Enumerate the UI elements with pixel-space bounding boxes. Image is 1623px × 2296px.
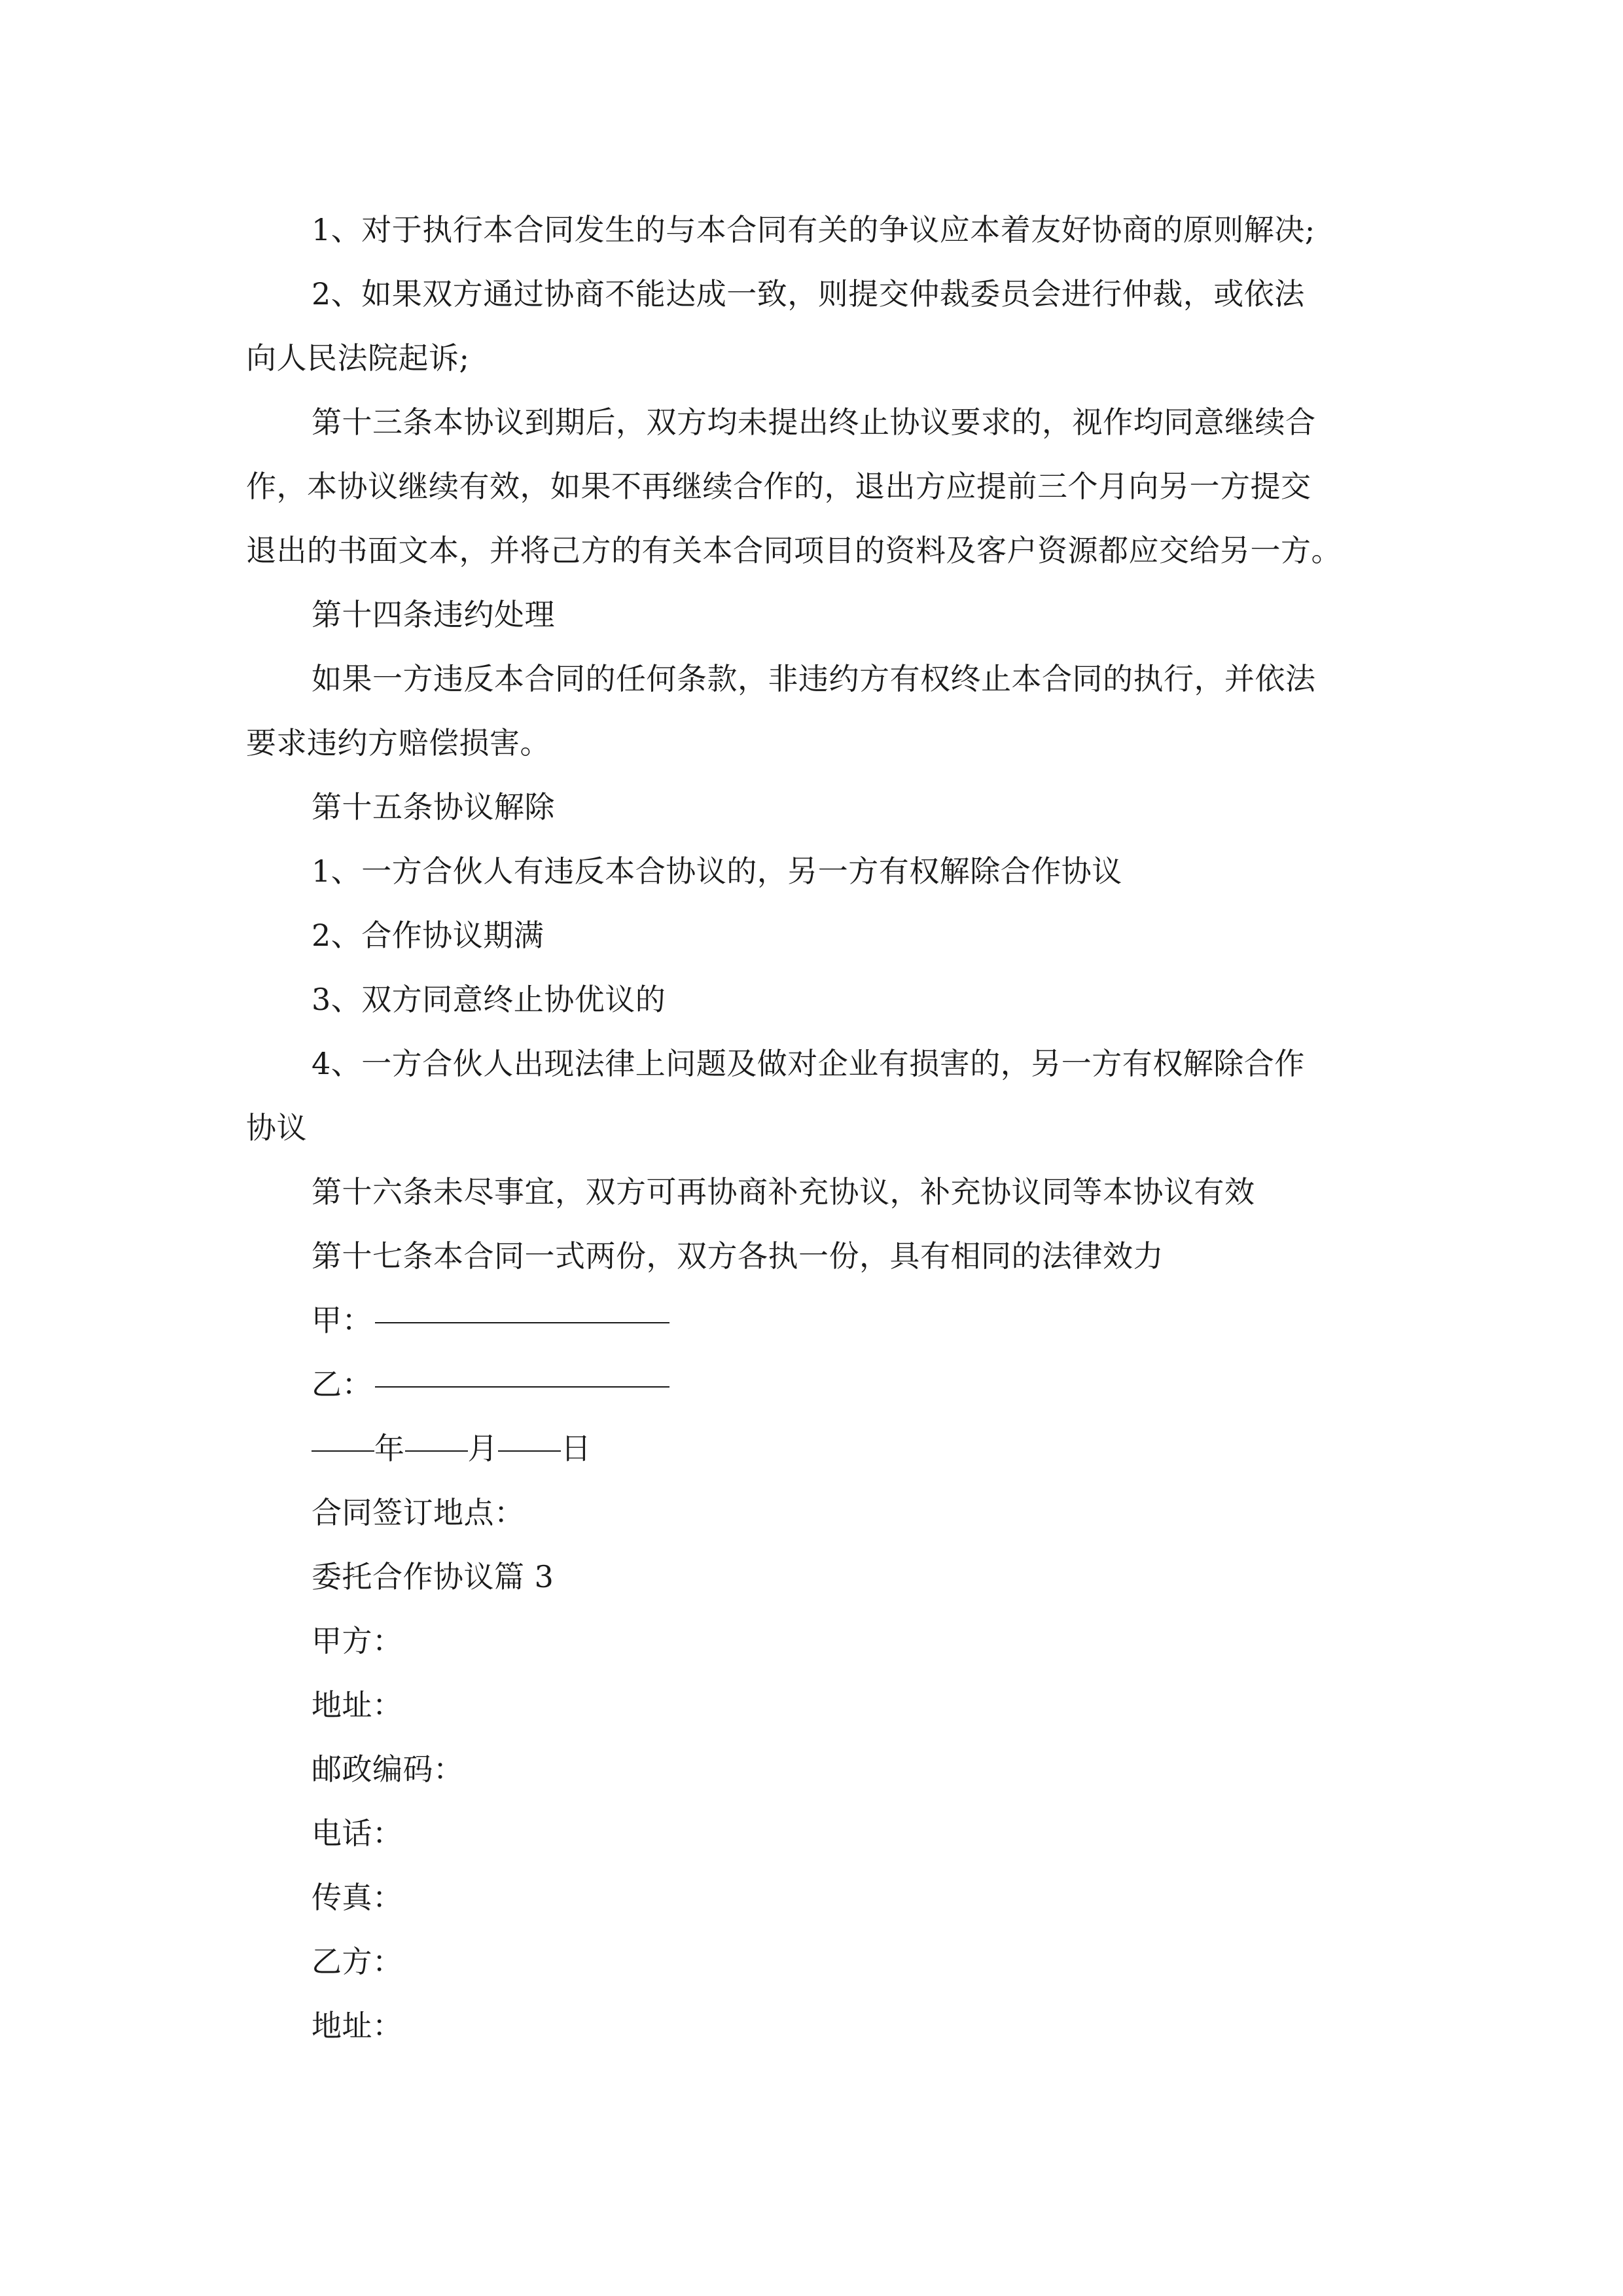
list-item: 4、一方合伙人出现法律上问题及做对企业有损害的，另一方有权解除合作: [312, 1046, 1305, 1081]
section-heading: 第十四条违约处理: [312, 597, 555, 632]
address-field: 地址：: [312, 2008, 403, 2043]
party-b-field: 乙方：: [312, 1944, 403, 1979]
phone-field: 电话：: [312, 1816, 403, 1851]
document-body: [246, 198, 1386, 2058]
paragraph-line: 2、如果双方通过协商不能达成一致，则提交仲裁委员会进行仲裁，或依法: [312, 276, 1305, 312]
paragraph-line: 协议: [246, 1110, 307, 1145]
paragraph-line: 第十七条本合同一式两份，双方各执一份，具有相同的法律效力: [312, 1238, 1164, 1274]
party-a-label: 甲：: [312, 1302, 372, 1338]
paragraph-line: 第十六条未尽事宜，双方可再协商补充协议，补充协议同等本协议有效: [312, 1174, 1255, 1210]
fax-field: 传真：: [312, 1880, 403, 1915]
party-a-signature-blank: [375, 1288, 669, 1323]
section-title: 委托合作协议篇 3: [312, 1559, 554, 1594]
list-item: 1、一方合伙人有违反本合协议的，另一方有权解除合作协议: [312, 853, 1122, 889]
month-label: 月: [467, 1431, 498, 1466]
party-b-signature-row: [246, 1352, 1386, 1416]
list-item: 3、双方同意终止协优议的: [312, 982, 666, 1017]
party-a-signature-row: [246, 1288, 1386, 1352]
paragraph-line: 要求违约方赔偿损害。: [246, 725, 550, 761]
signing-location-label: 合同签订地点：: [312, 1495, 525, 1530]
section-heading: 第十五条协议解除: [312, 789, 555, 825]
day-blank: [498, 1416, 561, 1452]
paragraph-line: 退出的书面文本，并将己方的有关本合同项目的资料及客户资源都应交给另一方。: [246, 533, 1342, 568]
party-b-signature-blank: [375, 1352, 669, 1388]
paragraph-line: 如果一方违反本合同的任何条款，非违约方有权终止本合同的执行，并依法: [312, 661, 1316, 696]
year-label: 年: [374, 1431, 405, 1466]
paragraph-line: 第十三条本协议到期后，双方均未提出终止协议要求的，视作均同意继续合: [312, 404, 1316, 440]
address-field: 地址：: [312, 1687, 403, 1723]
month-blank: [405, 1416, 468, 1452]
paragraph-line: 作，本协议继续有效，如果不再继续合作的，退出方应提前三个月向另一方提交: [246, 469, 1311, 504]
party-a-field: 甲方：: [312, 1623, 403, 1659]
party-b-label: 乙：: [312, 1367, 372, 1402]
list-item: 2、合作协议期满: [312, 918, 544, 953]
paragraph-line: 1、对于执行本合同发生的与本合同有关的争议应本着友好协商的原则解决;: [312, 212, 1315, 247]
year-blank: [312, 1416, 374, 1452]
day-label: 日: [561, 1431, 592, 1466]
paragraph-line: 向人民法院起诉;: [246, 340, 470, 376]
postal-code-field: 邮政编码：: [312, 1751, 464, 1787]
date-row: [246, 1416, 1386, 1480]
